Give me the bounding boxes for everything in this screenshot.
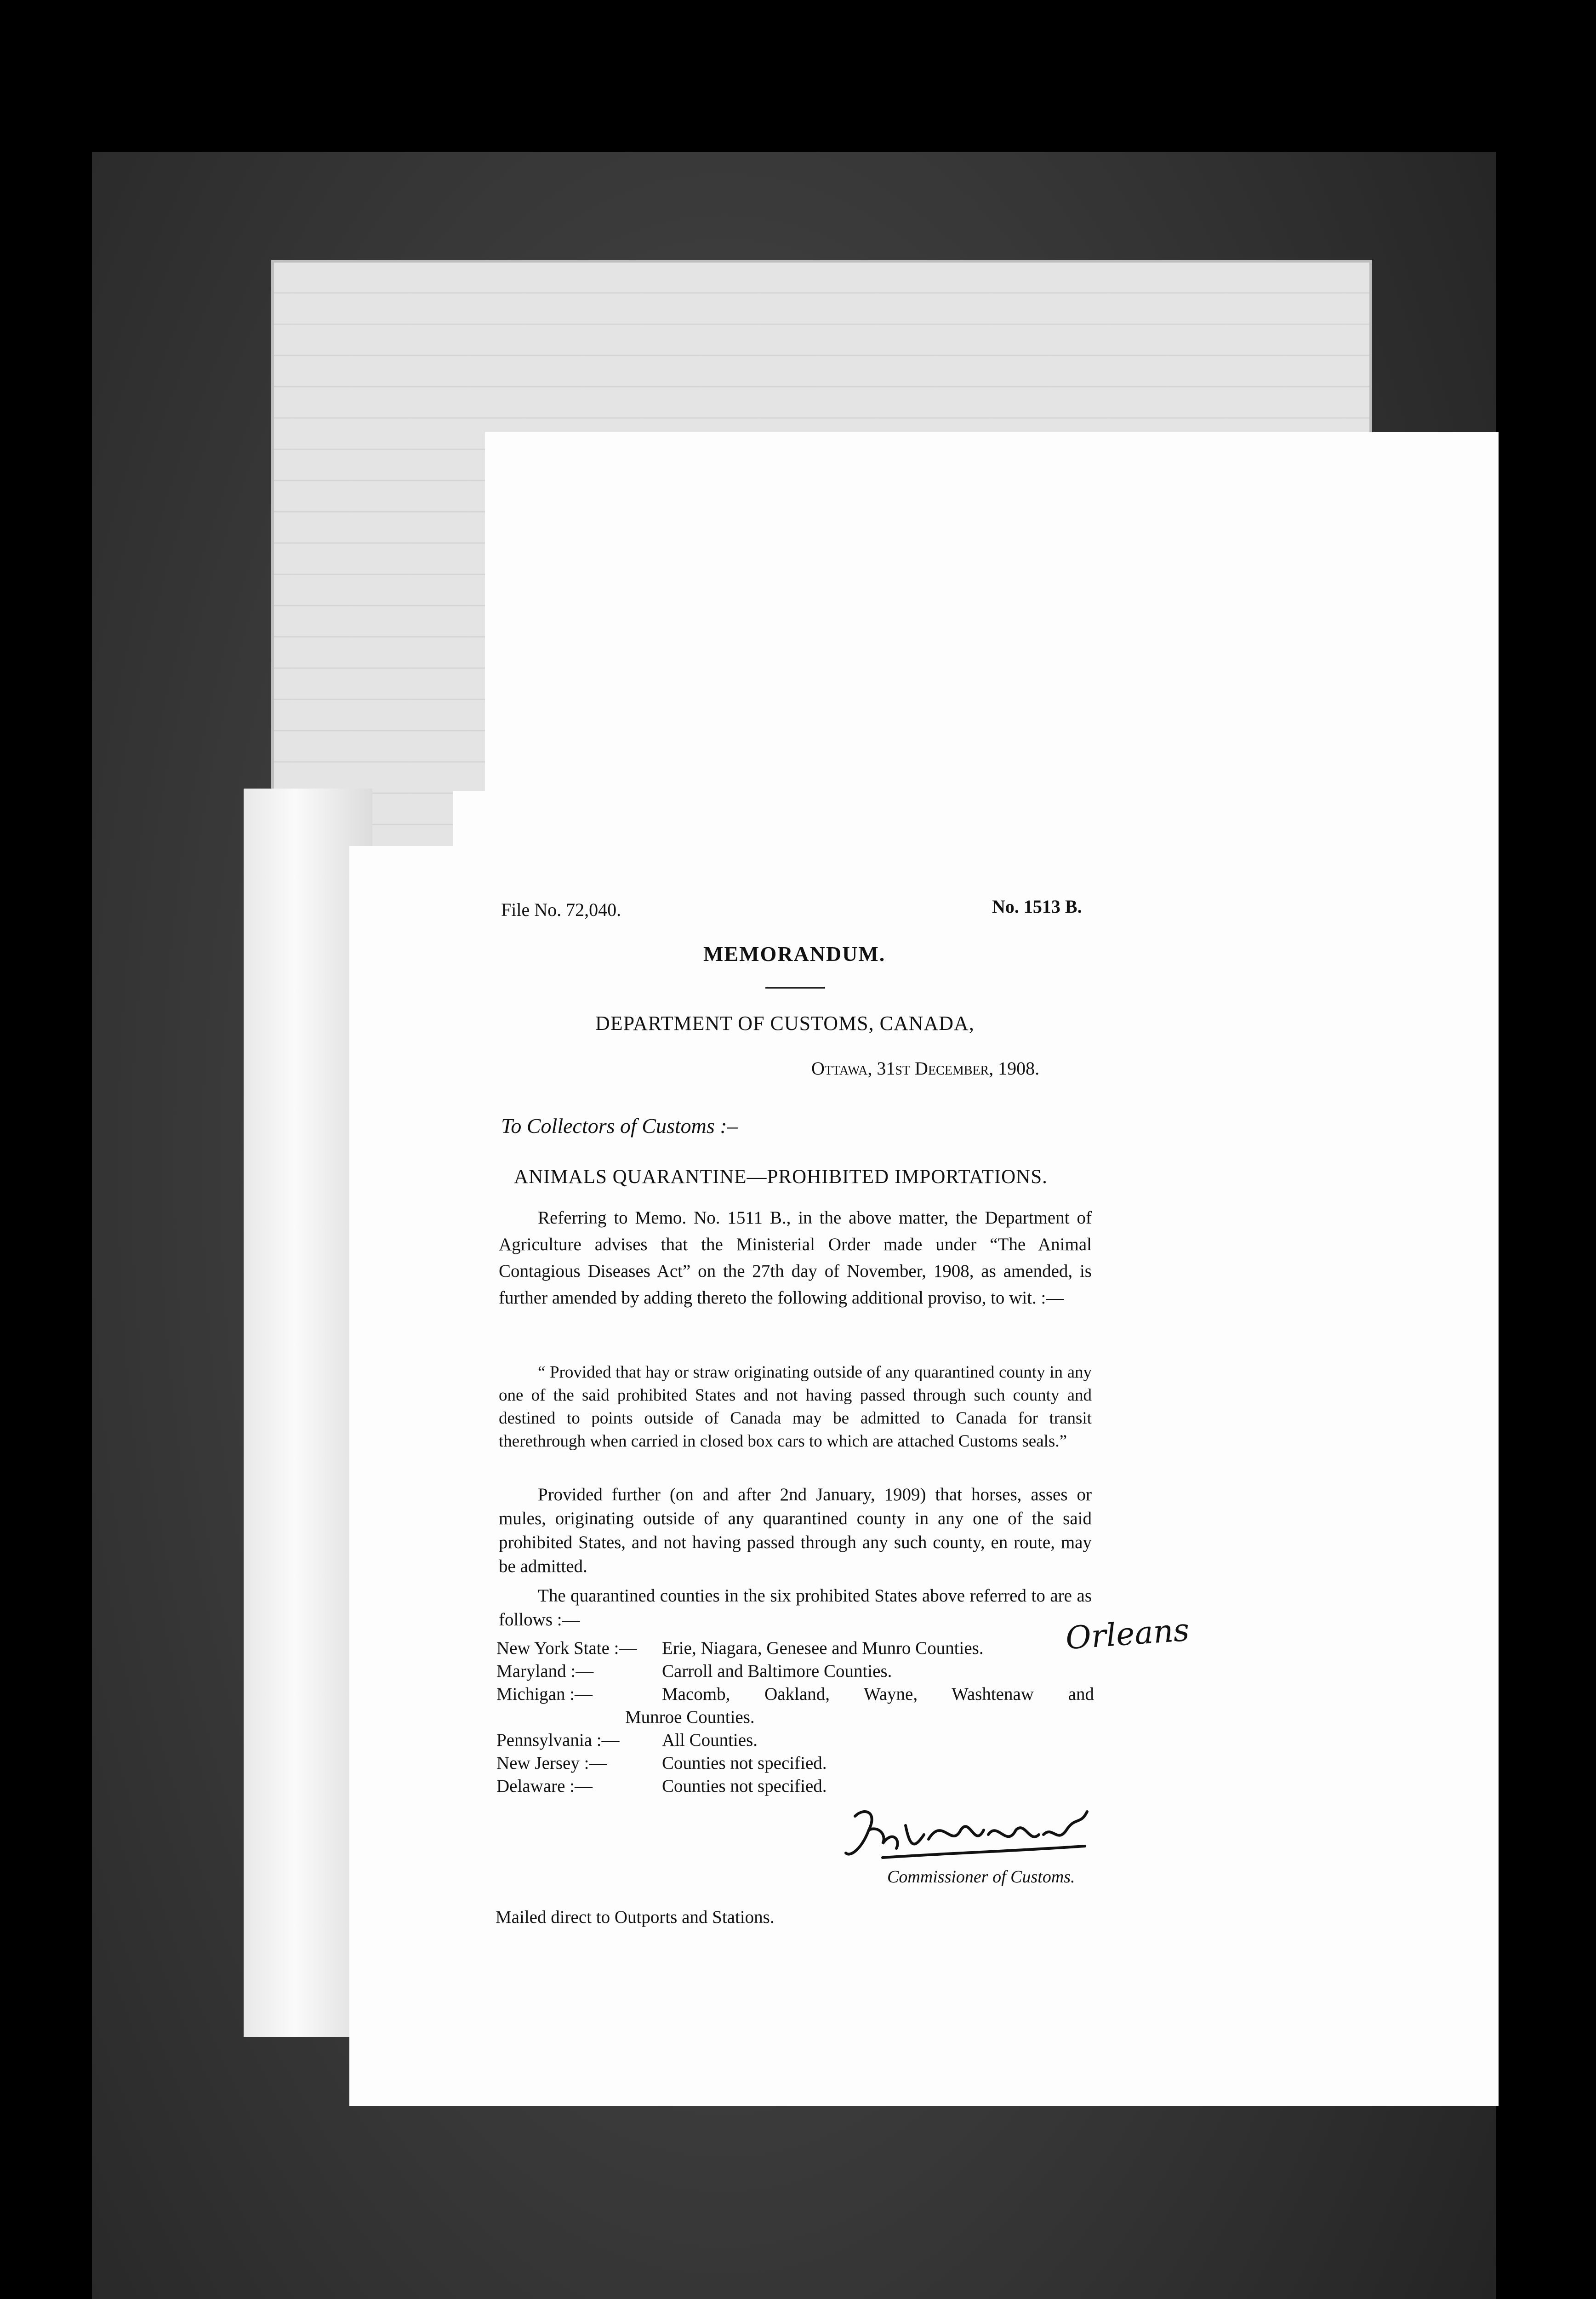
paragraph-counties-intro: The quarantined counties in the six prohibited States above referred to are as follows :— <box>499 1586 1092 1630</box>
county-names: Munroe Counties. <box>625 1707 755 1727</box>
county-row-continuation <box>496 1706 1094 1729</box>
state-name: Delaware :— <box>496 1776 593 1796</box>
addressee: To Collectors of Customs :– <box>501 1114 738 1138</box>
county-names: Erie, Niagara, Genesee and Munro Counties. <box>662 1638 984 1658</box>
department-heading: DEPARTMENT OF CUSTOMS, CANADA, <box>595 1012 975 1035</box>
county-names: Counties not specified. <box>662 1753 827 1773</box>
county-names: All Counties. <box>662 1730 758 1750</box>
memo-title: MEMORANDUM. <box>703 942 886 966</box>
memo-number: No. 1513 B. <box>992 896 1082 917</box>
county-row <box>496 1637 1094 1660</box>
subject-heading: ANIMALS QUARANTINE—PROHIBITED IMPORTATIONS. <box>514 1166 1048 1188</box>
paragraph-horses: Provided further (on and after 2nd January, 1909) that horses, asses or mules, originating outside of any quarantined county in any one of the said prohibited States, and not having passed through any such county, en route, may be admitted. <box>499 1485 1092 1576</box>
state-name: Michigan :— <box>496 1684 593 1704</box>
place-date: Ottawa, 31st December, 1908. <box>811 1058 1040 1079</box>
county-list <box>496 1637 1094 1798</box>
state-name: Pennsylvania :— <box>496 1730 620 1750</box>
mailing-note: Mailed direct to Outports and Stations. <box>496 1907 775 1927</box>
county-row <box>496 1752 1094 1775</box>
state-name: New York State :— <box>496 1638 637 1658</box>
county-names: Counties not specified. <box>662 1776 827 1796</box>
state-name: Maryland :— <box>496 1661 594 1681</box>
file-number: File No. 72,040. <box>501 899 621 920</box>
county-names: Carroll and Baltimore Counties. <box>662 1661 892 1681</box>
county-row <box>496 1775 1094 1798</box>
county-row <box>496 1729 1094 1752</box>
title-rule <box>765 987 825 989</box>
county-row <box>496 1683 1094 1706</box>
handwritten-note: Orleans <box>1064 1612 1191 1657</box>
signature <box>837 1798 1094 1867</box>
proviso-quote: “ Provided that hay or straw originating outside of any quarantined county in any one of the said prohibited States and not having passed through such county and destined to points outside of Canada may be admitted to Canada for transit therethrough when carried in closed box cars to which are attached Customs seals.” <box>499 1363 1092 1451</box>
county-names: Macomb, Oakland, Wayne, Washtenaw and <box>662 1684 1094 1704</box>
state-name: New Jersey :— <box>496 1753 607 1773</box>
signature-title: Commissioner of Customs. <box>887 1867 1075 1887</box>
county-row <box>496 1660 1094 1683</box>
paragraph-reference: Referring to Memo. No. 1511 B., in the above matter, the Department of Agriculture advises that the Ministerial Order made under “The Animal Contagious Diseases Act” on the 27th day of November, 1908, as amended, is further amended by adding thereto the following additional proviso, to wit. :— <box>499 1208 1092 1308</box>
